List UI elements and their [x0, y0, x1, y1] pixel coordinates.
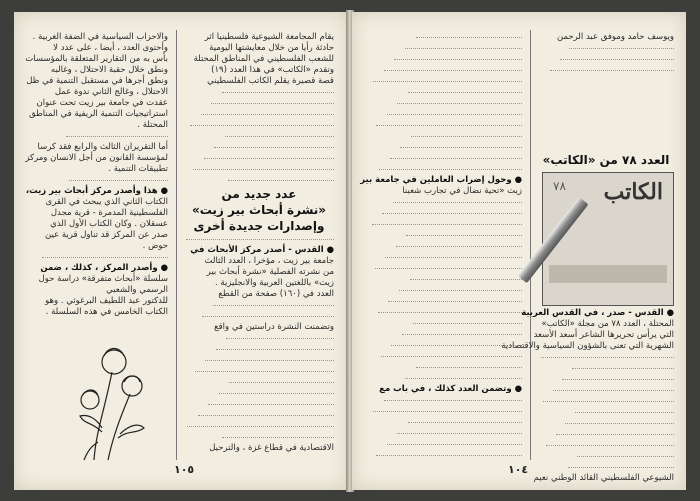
left-page-inner-column [184, 32, 334, 460]
right-page-outer-column [360, 32, 522, 460]
item-lead-line: ● وأصدر المركز ، كذلك ، ضمن [40, 263, 168, 273]
illegible-text-line [538, 374, 674, 385]
item-lead-line: ● وحول إضراب العاملين في جامعة بير [360, 175, 522, 185]
illegible-text-line [370, 274, 522, 285]
section-heading: وإصدارات جديدة أخرى [193, 219, 325, 233]
illegible-text-line [370, 219, 522, 230]
text-line: قصة قصيرة يقلم الكاتب الفلسطيني [207, 76, 334, 86]
illegible-text-line [184, 432, 334, 443]
illegible-text-line [370, 351, 522, 362]
text-line: حوض . [142, 241, 168, 251]
text-line: الشيوعي الفلسطيني القائد الوطني نعيم [533, 473, 674, 483]
text-line: حادثة رأيا من خلال معايشتها اليومية [209, 43, 334, 53]
illegible-text-line [538, 43, 674, 54]
left-page [14, 12, 348, 490]
illegible-text-line [184, 153, 334, 164]
illegible-text-line [538, 429, 674, 440]
text-line: من نشرته الفصلية «نشرة أبحاث بير [206, 267, 334, 277]
illegible-text-line [370, 65, 522, 76]
page-number-right: ١٠٤ [508, 463, 529, 476]
text-line: الكتاب الخامس في هذه السلسلة . [45, 307, 168, 317]
item-lead-line: ● هذا وأصدر مركز أبحاث بير زيت، [25, 186, 168, 196]
illegible-text-line [370, 131, 522, 142]
cover-band [549, 265, 667, 283]
section-heading: عدد جديد من [221, 187, 297, 201]
illegible-text-line [370, 230, 522, 241]
illegible-text-line [370, 164, 522, 175]
illegible-text-line [370, 263, 522, 274]
text-line: عقدت في جامعة بير زيت تحت عنوان [36, 98, 168, 108]
magazine-cover-image [542, 172, 674, 306]
text-line: العدد في (١٦٠) صفحة من القطع [218, 289, 334, 299]
text-line: جامعة بير زيت ، مؤخرا ، العدد الثالث [204, 256, 334, 266]
illegible-text-line [370, 76, 522, 87]
text-line: استراتيجيات التنمية الريفية في المناطق [28, 109, 168, 119]
text-line: الاحتلال ، وغالج الثاني ندوة عمل [54, 87, 168, 97]
page-number-left: ١٠٥ [174, 463, 195, 476]
section-heading: «نشرة أبحاث بير زيت» [191, 203, 327, 217]
illegible-text-line [370, 450, 522, 461]
text-line: وأحتوى العدد ، أيضا ، على عدد لا [53, 43, 168, 53]
text-line: الشهرية التي تعنى بالشؤون السياسية والاقتصادية [501, 341, 674, 351]
illegible-text-line [370, 252, 522, 263]
text-line: وتقدم «الكاتب» في هذا العدد (١٩) [211, 65, 334, 75]
text-line: لمؤسسة القانون من أجل الانسان ومركز [25, 153, 168, 163]
illegible-text-line [370, 54, 522, 65]
text-line: والاحزاب السياسية في الضفة الغربية . [32, 32, 168, 42]
illegible-text-line [370, 109, 522, 120]
illegible-text-line [538, 462, 674, 473]
illegible-text-line [370, 120, 522, 131]
illegible-text-line [370, 428, 522, 439]
text-line: سلسلة «أبحاث متفرقة» دراسة حول [38, 274, 168, 284]
illegible-text-line [538, 407, 674, 418]
text-line: الاقتصادية في قطاع غزة ، والترحيل [209, 443, 334, 453]
illegible-text-line [370, 153, 522, 164]
illegible-text-line [184, 109, 334, 120]
illegible-text-line [184, 164, 334, 175]
text-line: تطبيقات التنمية . [108, 164, 168, 174]
text-line: يقام المجامعة الشيوعية فلسطينيا اثر [204, 32, 334, 42]
text-line: الفلسطينية المدمرة - قرية مجدل [50, 208, 168, 218]
text-line: ونطق أجرها في مستقبل التنمية في ظل [26, 76, 168, 86]
illegible-text-line [184, 399, 334, 410]
illegible-text-line [538, 385, 674, 396]
item-lead-line: ● القدس - أصدر مركز الأبحاث في [190, 245, 334, 255]
illegible-text-line [184, 175, 334, 186]
illegible-text-line [370, 208, 522, 219]
text-line: بأس به من التقارير المتعلقة بالمؤسسات [25, 54, 168, 64]
text-line: الرسمي والشعبي [106, 285, 168, 295]
illegible-text-line [538, 363, 674, 374]
text-line: الكتاب الثاني الذي يبحث في القرى [45, 197, 168, 207]
feature-heading: العدد ٧٨ من «الكاتب» [542, 153, 670, 167]
illegible-text-line [370, 296, 522, 307]
cover-issue-number: ٧٨ [553, 179, 566, 193]
illegible-text-line [370, 340, 522, 351]
illegible-text-line [184, 421, 334, 432]
illegible-text-line [370, 417, 522, 428]
illegible-text-line [538, 54, 674, 65]
text-line: عسقلان . وكان الكتاب الأول الذي [50, 219, 168, 229]
illegible-text-line [370, 362, 522, 373]
text-line: للشعب الفلسطيني في المناطق المحتلة [193, 54, 334, 64]
column-divider [176, 30, 177, 460]
illegible-text-line [370, 98, 522, 109]
illegible-text-line [370, 142, 522, 153]
illegible-text-line [538, 396, 674, 407]
text-line: وتضمنت النشرة دراستين في واقع [214, 322, 334, 332]
illegible-text-line [370, 307, 522, 318]
illegible-text-line [184, 131, 334, 142]
right-page [352, 12, 686, 490]
illegible-text-line [538, 418, 674, 429]
illegible-text-line [370, 395, 522, 406]
illegible-text-line [184, 300, 334, 311]
illegible-text-line [184, 333, 334, 344]
text-line: التي يرأس تحريرها الشاعر أسعد الأسعد [533, 330, 674, 340]
illegible-text-line [184, 87, 334, 98]
illegible-text-line [538, 352, 674, 363]
illegible-text-line [538, 440, 674, 451]
illegible-text-line [370, 329, 522, 340]
illegible-text-line [370, 285, 522, 296]
item-lead-line: ● وتضمن العدد كذلك ، في باب مع [379, 384, 522, 394]
text-line: أما التقريران الثالث والرابع فقد كرسا [37, 142, 168, 152]
illegible-text-line [184, 142, 334, 153]
text-line: صدر عن المركز قد تناول قرية عين [45, 230, 168, 240]
illegible-text-line [370, 197, 522, 208]
text-line: ويوسف حامد وموفق عبد الرحمن [556, 32, 674, 42]
illegible-text-line [370, 406, 522, 417]
illegible-text-line [28, 252, 168, 263]
illegible-text-line [370, 241, 522, 252]
illegible-text-line [28, 175, 168, 186]
illegible-text-line [370, 32, 522, 43]
illegible-text-line [184, 120, 334, 131]
illegible-text-line [538, 65, 674, 76]
right-page-inner-column-top [538, 32, 674, 80]
illegible-text-line [184, 344, 334, 355]
illegible-text-line [184, 377, 334, 388]
illegible-text-line [370, 373, 522, 384]
illegible-text-line [184, 311, 334, 322]
illegible-text-line [184, 410, 334, 421]
illegible-text-line [370, 43, 522, 54]
text-line: ونطق خلال حقبة الاحتلال ، وغالبه [50, 65, 168, 75]
illegible-text-line [28, 131, 168, 142]
column-divider-right [530, 30, 531, 460]
text-line: للدكتور عبد اللطيف البرغوثي . وهو [45, 296, 168, 306]
illegible-text-line [184, 388, 334, 399]
illegible-text-line [370, 87, 522, 98]
illegible-text-line [184, 366, 334, 377]
text-line: المحتلة . [137, 120, 168, 130]
illegible-text-line [370, 318, 522, 329]
item-lead-line: ● القدس - صدر ، في القدس العربية [521, 308, 674, 318]
illegible-text-line [184, 355, 334, 366]
text-line: المحتلة ، العدد ٧٨ من مجلة «الكاتب» [541, 319, 674, 329]
illegible-text-line [538, 451, 674, 462]
illegible-text-line [184, 98, 334, 109]
illegible-text-line [184, 234, 334, 245]
illegible-text-line [370, 439, 522, 450]
flower-illustration [74, 342, 154, 460]
cover-masthead: الكاتب [603, 179, 663, 205]
text-line: زيت» باللغتين العربية والانجليزية . [215, 278, 334, 288]
text-line: زيت «تحية نضال في تجارب شعبنا [402, 186, 522, 196]
